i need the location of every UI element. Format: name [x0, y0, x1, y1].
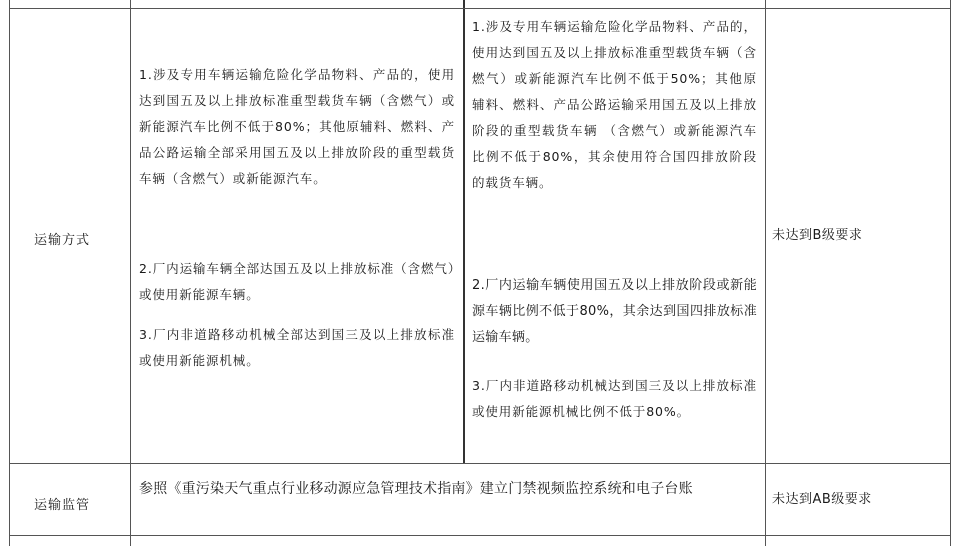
- criteria-c-note: 未达到B级要求: [772, 228, 863, 243]
- row-category-label: 运输方式: [34, 233, 91, 248]
- criteria-a-item-2: 2.厂内运输车辆全部达国五及以上排放标准（含燃气）或使用新能源车辆。: [139, 261, 455, 302]
- criteria-c-note: 未达到AB级要求: [772, 492, 872, 507]
- criteria-a-item-3: 3.厂内非道路移动机械全部达到国三及以上排放标准或使用新能源机械。: [139, 327, 455, 368]
- criteria-b-item-3: 3.厂内非道路移动机械达到国三及以上排放标准或使用新能源机械比例不低于80%。: [472, 378, 757, 419]
- row-divider: [9, 8, 951, 9]
- row-divider: [9, 535, 951, 536]
- row-divider: [9, 463, 951, 464]
- criteria-b-item-1: 1.涉及专用车辆运输危险化学品物料、产品的，使用达到国五及以上排放标准重型载货车辆（含燃气）或新能源汽车比例不低于50%；其他原辅料、燃料、产品公路运输采用国五及以上排放阶段的重型载货车辆 （含燃气）或新能源汽车比例不低于80%，其余使用符合国四排放阶段的载货车辆。: [472, 19, 757, 190]
- criteria-b-item-2: 2.厂内运输车辆使用国五及以上排放阶段或新能源车辆比例不低于80%，其余达到国四排放标准运输车辆。: [472, 278, 757, 345]
- column-divider: [463, 0, 465, 463]
- criteria-merged-text: 参照《重污染天气重点行业移动源应急管理技术指南》建立门禁视频监控系统和电子台账: [139, 481, 693, 497]
- column-divider: [130, 0, 131, 546]
- criteria-a-item-1: 1.涉及专用车辆运输危险化学品物料、产品的，使用达到国五及以上排放标准重型载货车辆（含燃气）或新能源汽车比例不低于80%；其他原辅料、燃料、产品公路运输全部采用国五及以上排放阶段的重型载货车辆（含燃气）或新能源汽车。: [139, 67, 455, 186]
- column-divider: [765, 0, 766, 546]
- row-category-label: 运输监管: [34, 498, 91, 513]
- table-border-right: [950, 0, 951, 546]
- table-border-left: [9, 0, 10, 546]
